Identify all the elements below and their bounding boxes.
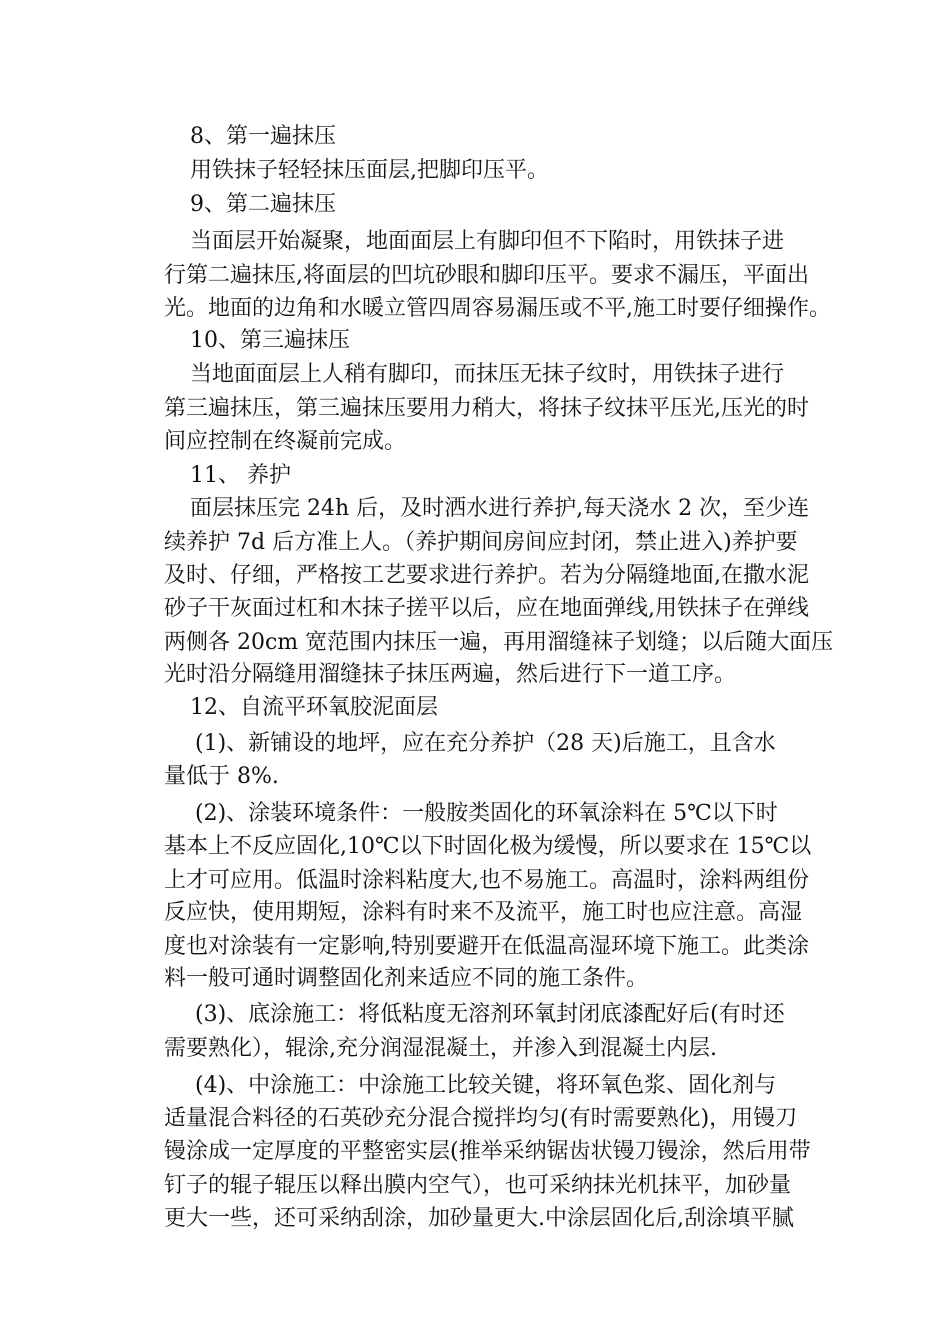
paragraph-line: 光时沿分隔缝用溜缝抹子抹压两遍，然后进行下一道工序。 — [164, 662, 737, 687]
paragraph-line: (1)、新铺设的地坪，应在充分养护（28 天)后施工，且含水 — [195, 731, 776, 756]
paragraph-line: 反应快，使用期短，涂料有时来不及流平，施工时也应注意。高湿 — [164, 900, 803, 925]
heading-step-11: 11、 养护 — [190, 463, 291, 488]
paragraph-line: 当面层开始凝聚，地面面层上有脚印但不下陷时，用铁抹子进 — [190, 229, 785, 254]
paragraph-line: 基本上不反应固化,10℃以下时固化极为缓慢，所以要求在 15℃以 — [164, 834, 812, 859]
paragraph-line: 料一般可通时调整固化剂来适应不同的施工条件。 — [164, 966, 649, 991]
paragraph-line: 更大一些，还可采纳刮涂，加砂量更大.中涂层固化后,刮涂填平腻 — [164, 1206, 794, 1231]
paragraph-line: 需要熟化），辊涂,充分润湿混凝土，并渗入到混凝土内层. — [164, 1036, 717, 1061]
heading-step-10: 10、第三遍抹压 — [190, 328, 350, 353]
paragraph-line: 上才可应用。低温时涂料粘度大,也不易施工。高温时，涂料两组份 — [164, 868, 809, 893]
paragraph-line: 用铁抹子轻轻抹压面层,把脚印压平。 — [190, 158, 549, 183]
heading-step-9: 9、第二遍抹压 — [190, 192, 336, 217]
heading-step-12: 12、自流平环氧胶泥面层 — [190, 695, 438, 720]
paragraph-line: (3)、底涂施工：将低粘度无溶剂环氧封闭底漆配好后(有时还 — [195, 1002, 785, 1027]
paragraph-line: 当地面面层上人稍有脚印，而抹压无抹子纹时，用铁抹子进行 — [190, 362, 785, 387]
heading-step-8: 8、第一遍抹压 — [190, 124, 336, 149]
paragraph-line: 面层抹压完 24h 后，及时洒水进行养护,每天浇水 2 次，至少连 — [190, 496, 810, 521]
paragraph-line: 砂子干灰面过杠和木抹子搓平以后，应在地面弹线,用铁抹子在弹线 — [164, 596, 809, 621]
paragraph-line: (2)、涂装环境条件：一般胺类固化的环氧涂料在 5℃以下时 — [195, 801, 778, 826]
paragraph-line: 光。地面的边角和水暖立管四周容易漏压或不平,施工时要仔细操作。 — [164, 296, 831, 321]
paragraph-line: 间应控制在终凝前完成。 — [164, 429, 407, 454]
paragraph-line: 度也对涂装有一定影响,特别要避开在低温高湿环境下施工。此类涂 — [164, 934, 809, 959]
paragraph-line: 钉子的辊子辊压以释出膜内空气），也可采纳抹光机抹平，加砂量 — [164, 1173, 792, 1198]
paragraph-line: 量低于 8%. — [164, 764, 279, 789]
paragraph-line: 续养护 7d 后方准上人。（养护期间房间应封闭，禁止进入)养护要 — [164, 530, 798, 555]
paragraph-line: 镘涂成一定厚度的平整密实层(推举采纳锯齿状镘刀镘涂，然后用带 — [164, 1139, 811, 1164]
paragraph-line: 行第二遍抹压,将面层的凹坑砂眼和脚印压平。要求不漏压，平面出 — [164, 263, 809, 288]
paragraph-line: 适量混合料径的石英砂充分混合搅拌均匀(有时需要熟化)，用镘刀 — [164, 1106, 798, 1131]
paragraph-line: 两侧各 20cm 宽范围内抹压一遍，再用溜缝袜子划缝；以后随大面压 — [164, 630, 834, 655]
paragraph-line: 及时、仔细，严格按工艺要求进行养护。若为分隔缝地面,在撒水泥 — [164, 563, 809, 588]
paragraph-line: 第三遍抹压，第三遍抹压要用力稍大，将抹子纹抹平压光,压光的时 — [164, 396, 809, 421]
paragraph-line: (4)、中涂施工：中涂施工比较关键，将环氧色浆、固化剂与 — [195, 1073, 777, 1098]
